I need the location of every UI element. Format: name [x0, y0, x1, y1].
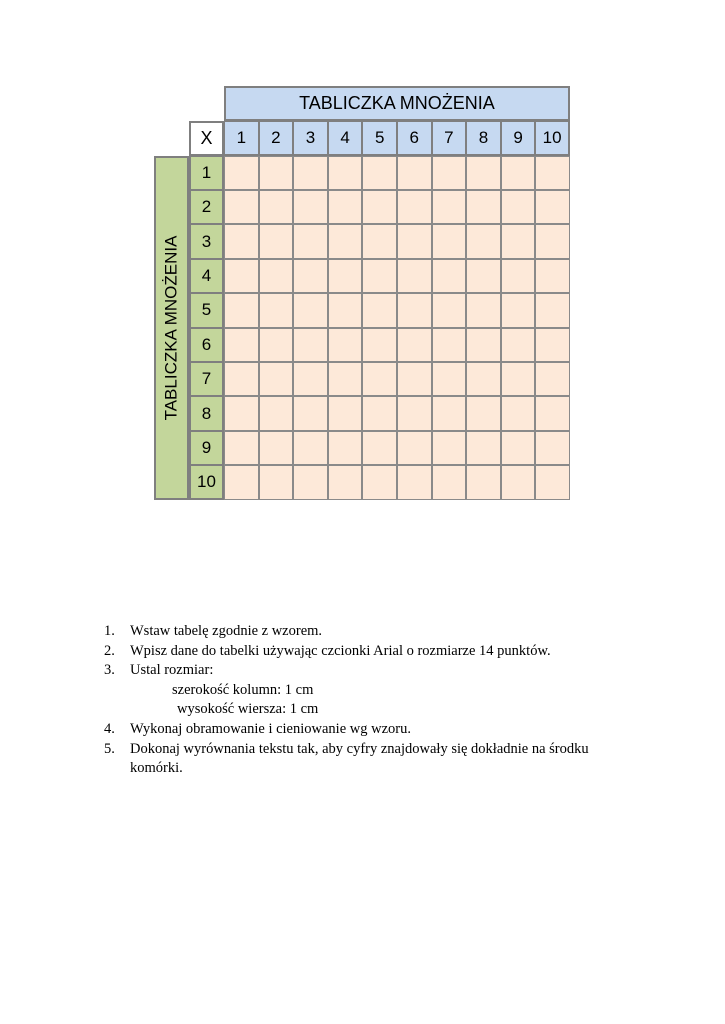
instruction-text: Ustal rozmiar: — [130, 662, 214, 679]
table-cell[interactable] — [535, 328, 570, 362]
table-cell[interactable] — [432, 431, 467, 465]
instruction-text: Wykonaj obramowanie i cieniowanie wg wzoru. — [130, 720, 411, 737]
instruction-subitem: szerokość kolumn: 1 cm — [172, 681, 314, 698]
table-cell[interactable] — [224, 328, 259, 362]
table-cell[interactable] — [432, 224, 467, 258]
table-cell[interactable] — [259, 465, 294, 499]
table-cell[interactable] — [293, 259, 328, 293]
table-cell[interactable] — [224, 259, 259, 293]
table-cell[interactable] — [362, 190, 397, 224]
instruction-number: 1. — [104, 623, 115, 639]
table-cell[interactable] — [328, 156, 363, 190]
column-header: 2 — [259, 121, 294, 156]
instruction-number: 2. — [104, 642, 115, 659]
table-cell[interactable] — [466, 396, 501, 430]
column-header: 10 — [535, 121, 570, 156]
table-cell[interactable] — [224, 431, 259, 465]
instruction-item — [104, 622, 644, 642]
table-cell[interactable] — [224, 396, 259, 430]
column-header: 8 — [466, 121, 501, 156]
instruction-item — [104, 740, 644, 779]
table-cell[interactable] — [501, 396, 536, 430]
instruction-subitem: wysokość wiersza: 1 cm — [177, 701, 319, 718]
table-cell[interactable] — [328, 328, 363, 362]
table-cell[interactable] — [501, 293, 536, 327]
side-title: TABLICZKA MNOŻENIA — [161, 235, 181, 420]
table-cell[interactable] — [397, 293, 432, 327]
column-header: 7 — [432, 121, 467, 156]
table-cell[interactable] — [466, 259, 501, 293]
table-cell[interactable] — [535, 259, 570, 293]
table-cell[interactable] — [535, 190, 570, 224]
instruction-number: 4. — [104, 720, 115, 737]
instruction-number: 5. — [104, 740, 115, 757]
table-cell[interactable] — [224, 156, 259, 190]
table-cell[interactable] — [362, 156, 397, 190]
table-cell[interactable] — [535, 224, 570, 258]
table-cell[interactable] — [224, 224, 259, 258]
table-cell[interactable] — [501, 190, 536, 224]
table-cell[interactable] — [466, 190, 501, 224]
table-cell[interactable] — [535, 156, 570, 190]
table-cell[interactable] — [328, 431, 363, 465]
table-cell[interactable] — [466, 293, 501, 327]
column-header: 5 — [362, 121, 397, 156]
table-cell[interactable] — [466, 156, 501, 190]
table-cell[interactable] — [259, 396, 294, 430]
instruction-text: Wstaw tabelę zgodnie z wzorem. — [130, 623, 323, 639]
instruction-text: Dokonaj wyrównania tekstu tak, aby cyfry znajdowały się dokładnie na środku komórki. — [130, 740, 589, 777]
table-cell[interactable] — [432, 396, 467, 430]
table-cell[interactable] — [362, 328, 397, 362]
table-cell[interactable] — [397, 190, 432, 224]
row-header: 3 — [189, 224, 224, 258]
table-cell[interactable] — [535, 431, 570, 465]
table-cell[interactable] — [432, 259, 467, 293]
row-header: 4 — [189, 259, 224, 293]
row-header: 9 — [189, 431, 224, 465]
column-header: 1 — [224, 121, 259, 156]
table-cell[interactable] — [224, 465, 259, 499]
table-cell[interactable] — [397, 224, 432, 258]
table-cell[interactable] — [293, 431, 328, 465]
table-cell[interactable] — [466, 328, 501, 362]
table-cell[interactable] — [259, 224, 294, 258]
table-cell[interactable] — [397, 259, 432, 293]
table-cell[interactable] — [328, 465, 363, 499]
table-cell[interactable] — [293, 396, 328, 430]
table-cell[interactable] — [293, 362, 328, 396]
table-cell[interactable] — [535, 293, 570, 327]
table-cell[interactable] — [259, 362, 294, 396]
table-cell[interactable] — [259, 259, 294, 293]
column-header: 6 — [397, 121, 432, 156]
side-title-cell — [154, 156, 189, 500]
table-cell[interactable] — [501, 156, 536, 190]
table-cell[interactable] — [362, 293, 397, 327]
instruction-item — [104, 642, 644, 662]
row-header: 8 — [189, 396, 224, 430]
instruction-item — [104, 661, 644, 720]
instruction-text: Wpisz dane do tabelki używając czcionki Arial o rozmiarze 14 punktów. — [130, 642, 551, 659]
table-cell[interactable] — [293, 328, 328, 362]
table-cell[interactable] — [501, 465, 536, 499]
column-header: 3 — [293, 121, 328, 156]
table-cell[interactable] — [293, 293, 328, 327]
table-cell[interactable] — [397, 362, 432, 396]
instruction-number: 3. — [104, 662, 115, 679]
table-cell[interactable] — [432, 328, 467, 362]
corner-cell: X — [189, 121, 224, 156]
table-cell[interactable] — [293, 224, 328, 258]
instruction-item — [104, 720, 644, 740]
table-cell[interactable] — [259, 431, 294, 465]
column-header: 4 — [328, 121, 363, 156]
table-cell[interactable] — [293, 465, 328, 499]
row-header: 10 — [189, 465, 224, 499]
table-cell[interactable] — [362, 431, 397, 465]
table-cell[interactable] — [362, 465, 397, 499]
table-cell[interactable] — [259, 293, 294, 327]
table-title: TABLICZKA MNOŻENIA — [224, 86, 570, 121]
table-cell[interactable] — [259, 190, 294, 224]
table-cell[interactable] — [432, 156, 467, 190]
table-cell[interactable] — [328, 362, 363, 396]
table-cell[interactable] — [328, 190, 363, 224]
table-cell[interactable] — [432, 190, 467, 224]
table-cell[interactable] — [224, 293, 259, 327]
table-cell[interactable] — [397, 328, 432, 362]
column-header: 9 — [501, 121, 536, 156]
table-cell[interactable] — [432, 465, 467, 499]
table-cell[interactable] — [362, 224, 397, 258]
table-cell[interactable] — [293, 156, 328, 190]
table-cell[interactable] — [328, 396, 363, 430]
table-cell[interactable] — [432, 362, 467, 396]
table-cell[interactable] — [397, 156, 432, 190]
row-header: 1 — [189, 156, 224, 190]
table-cell[interactable] — [328, 224, 363, 258]
table-cell[interactable] — [397, 431, 432, 465]
row-header: 5 — [189, 293, 224, 327]
table-cell[interactable] — [466, 431, 501, 465]
table-cell[interactable] — [501, 224, 536, 258]
table-cell[interactable] — [432, 293, 467, 327]
table-cell[interactable] — [466, 362, 501, 396]
table-cell[interactable] — [259, 156, 294, 190]
table-cell[interactable] — [466, 465, 501, 499]
table-cell[interactable] — [535, 396, 570, 430]
table-cell[interactable] — [397, 465, 432, 499]
table-cell[interactable] — [362, 259, 397, 293]
row-header: 6 — [189, 328, 224, 362]
row-header: 7 — [189, 362, 224, 396]
table-cell[interactable] — [224, 190, 259, 224]
table-cell[interactable] — [293, 190, 328, 224]
table-cell[interactable] — [501, 259, 536, 293]
row-header: 2 — [189, 190, 224, 224]
table-cell[interactable] — [501, 328, 536, 362]
multiplication-table — [154, 86, 570, 500]
table-cell[interactable] — [535, 362, 570, 396]
table-cell[interactable] — [259, 328, 294, 362]
table-cell[interactable] — [501, 431, 536, 465]
table-cell[interactable] — [224, 362, 259, 396]
table-cell[interactable] — [328, 259, 363, 293]
table-cell[interactable] — [397, 396, 432, 430]
table-cell[interactable] — [362, 396, 397, 430]
table-cell[interactable] — [501, 362, 536, 396]
table-cell[interactable] — [535, 465, 570, 499]
table-cell[interactable] — [328, 293, 363, 327]
table-cell[interactable] — [362, 362, 397, 396]
table-cell[interactable] — [466, 224, 501, 258]
instructions-list — [104, 622, 644, 779]
